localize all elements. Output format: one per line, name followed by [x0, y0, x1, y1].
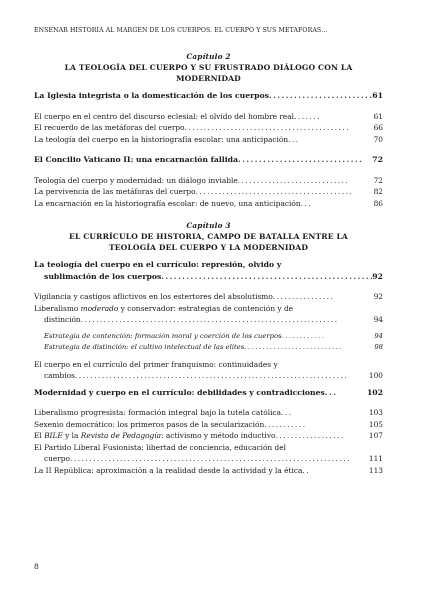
page-number: 8 — [34, 562, 39, 571]
toc-entry-text: El cuerpo en el currículo del primer franquismo: continuidades y — [34, 359, 278, 369]
toc-entry[interactable] — [34, 442, 383, 465]
toc-page-number: 72 — [373, 175, 383, 185]
dot-leader: ............ — [281, 331, 326, 340]
toc-page-number: 111 — [368, 454, 383, 463]
toc-entry[interactable] — [34, 122, 383, 134]
dot-leader: .............................. — [238, 155, 364, 164]
toc-subentry[interactable] — [34, 342, 383, 354]
toc-subentry-text: Estrategia de distinción: el cultivo intelectual de las elites — [44, 343, 245, 351]
toc-section-text: La teología del cuerpo en el currículo: represión, olvido y — [34, 260, 282, 269]
toc-section[interactable] — [34, 90, 383, 102]
toc-page-number: 61 — [373, 111, 383, 121]
toc-section-text: El Concilio Vaticano II: una encarnación fallida — [34, 155, 239, 164]
toc-entry-text: El — [34, 431, 45, 440]
toc-section-text-cont: sublimación de los cuerpos — [44, 271, 162, 281]
toc-entry-text: Vigilancia y castigos aflictivos en los estertores del absolutismo — [34, 292, 273, 301]
toc-section[interactable] — [34, 387, 383, 399]
toc-entry-text-cont: distinción — [44, 315, 81, 324]
toc-section-text: La Iglesia integrista o la domesticación de los cuerpos — [34, 91, 269, 100]
toc-entry[interactable] — [34, 291, 383, 303]
toc-entry-emphasis: Revista de Pedagogía — [80, 431, 162, 440]
toc-entry-text: El Partido Liberal Fusionista: libertad de conciencia, educación del — [34, 442, 287, 452]
toc-entry[interactable] — [34, 198, 383, 210]
toc-page-number: 103 — [368, 408, 383, 417]
toc-entry[interactable] — [34, 186, 383, 198]
dot-leader: .. — [302, 465, 311, 475]
dot-leader: ....................................................................... — [74, 371, 349, 380]
chapter-3-title: EL CURRÍCULO DE HISTORIA, CAMPO DE BATALLA ENTRE LA TEOLOGÍA DEL CUERPO Y LA MODERNIDAD — [69, 232, 348, 252]
toc-entry-text: Teología del cuerpo y modernidad: un diálogo inviable — [34, 175, 238, 185]
toc-entry-emphasis: moderado — [80, 303, 119, 313]
toc-entry-text: La pervivencia de las metáforas del cuerpo — [34, 187, 196, 196]
dot-leader: ................................................... — [161, 271, 375, 281]
toc-page-number: 94 — [374, 331, 383, 340]
toc-entry-text-cont: cuerpo — [44, 454, 70, 463]
toc-page-number: 92 — [373, 292, 383, 301]
toc-entry[interactable] — [34, 175, 383, 187]
toc-page-number: 98 — [374, 343, 383, 351]
toc-page-number: 107 — [368, 431, 383, 440]
chapter-2-title: LA TEOLOGÍA DEL CUERPO Y SU FRUSTRADO DIÁLOGO CON LA MODERNIDAD — [64, 63, 353, 83]
toc-page-number: 105 — [368, 419, 383, 429]
toc-entry[interactable] — [34, 430, 383, 442]
toc-page-number: 92 — [372, 271, 383, 281]
toc-entry[interactable] — [34, 419, 383, 431]
toc-section-text: Modernidad y cuerpo en el currículo: debilidades y contradicciones — [34, 387, 325, 397]
toc-section[interactable] — [34, 154, 383, 166]
dot-leader: ................................................................... — [80, 315, 339, 324]
running-header: ENSEÑAR HISTORIA AL MARGEN DE LOS CUERPOS. EL CUERPO Y SUS METÁFORAS… — [34, 27, 328, 34]
toc-entry-text: Liberalismo progresista: formación integral bajo la tutela católica — [34, 408, 281, 417]
dot-leader: ........................... — [244, 343, 344, 351]
dot-leader: ... — [280, 408, 293, 417]
toc-entry-text: y conservador: estrategias de contención y de — [118, 303, 294, 313]
chapter-2-label: Capítulo 2 — [186, 52, 231, 61]
toc-entry-text: Sexenio democrático: los primeros pasos de la secularización — [34, 419, 265, 429]
dot-leader: ......................... — [269, 91, 374, 100]
toc-entry-text-cont: cambios — [44, 371, 75, 380]
toc-entry[interactable] — [34, 465, 383, 477]
toc-page-number: 82 — [373, 187, 383, 196]
dot-leader: ....... — [294, 111, 321, 121]
dot-leader: ... — [288, 134, 300, 144]
dot-leader: ................ — [272, 292, 335, 301]
toc-entry-text: y la — [62, 431, 81, 440]
toc-entry-text: El recuerdo de las metáforas del cuerpo — [34, 123, 185, 132]
toc-page-number: 66 — [373, 123, 383, 132]
toc-entry-text: El cuerpo en el centro del discurso eclesial: el olvido del hombre real — [34, 111, 295, 121]
toc-entry-text: : activismo y método inductivo — [161, 431, 276, 440]
dot-leader: ............................. — [237, 175, 350, 185]
toc-subentry[interactable] — [34, 331, 383, 343]
dot-leader: ......................................................................... — [70, 454, 351, 463]
toc-page-number: 86 — [373, 198, 383, 208]
dot-leader: ......................................... — [195, 187, 354, 196]
dot-leader: .................. — [275, 431, 345, 440]
toc-page-number: 100 — [368, 371, 383, 380]
toc-page-number: 113 — [368, 465, 383, 475]
toc-page-number: 72 — [372, 155, 383, 164]
toc-entry[interactable] — [34, 407, 383, 419]
toc-entry-text: Liberalismo — [34, 303, 81, 313]
toc-entry[interactable] — [34, 111, 383, 123]
chapter-3-label: Capítulo 3 — [186, 221, 231, 230]
toc-entry[interactable] — [34, 134, 383, 146]
toc-subentry-text: Estrategia de contención: formación moral y coerción de los cuerpos — [44, 331, 282, 340]
toc-page-number: 102 — [366, 387, 383, 397]
toc-entry[interactable] — [34, 359, 383, 382]
dot-leader: ........................................... — [184, 123, 351, 132]
toc-entry[interactable] — [34, 303, 383, 326]
toc-entry-text: La II República: aproximación a la realidad desde la actividad y la ética — [34, 465, 303, 475]
table-of-contents — [34, 52, 383, 476]
toc-entry-text: La encarnación en la historiografía escolar: de nuevo, una anticipación — [34, 198, 301, 208]
dot-leader: ... — [300, 198, 313, 208]
dot-leader: ........... — [264, 419, 307, 429]
toc-entry-text: La teología del cuerpo en la historiografía escolar: una anticipación — [34, 134, 289, 144]
toc-page-number: 70 — [373, 134, 383, 144]
toc-entry-emphasis: BILE — [44, 431, 63, 440]
toc-page-number: 94 — [373, 315, 383, 324]
toc-section[interactable] — [34, 259, 383, 282]
toc-page-number: 61 — [372, 91, 383, 100]
dot-leader: ... — [324, 387, 338, 397]
